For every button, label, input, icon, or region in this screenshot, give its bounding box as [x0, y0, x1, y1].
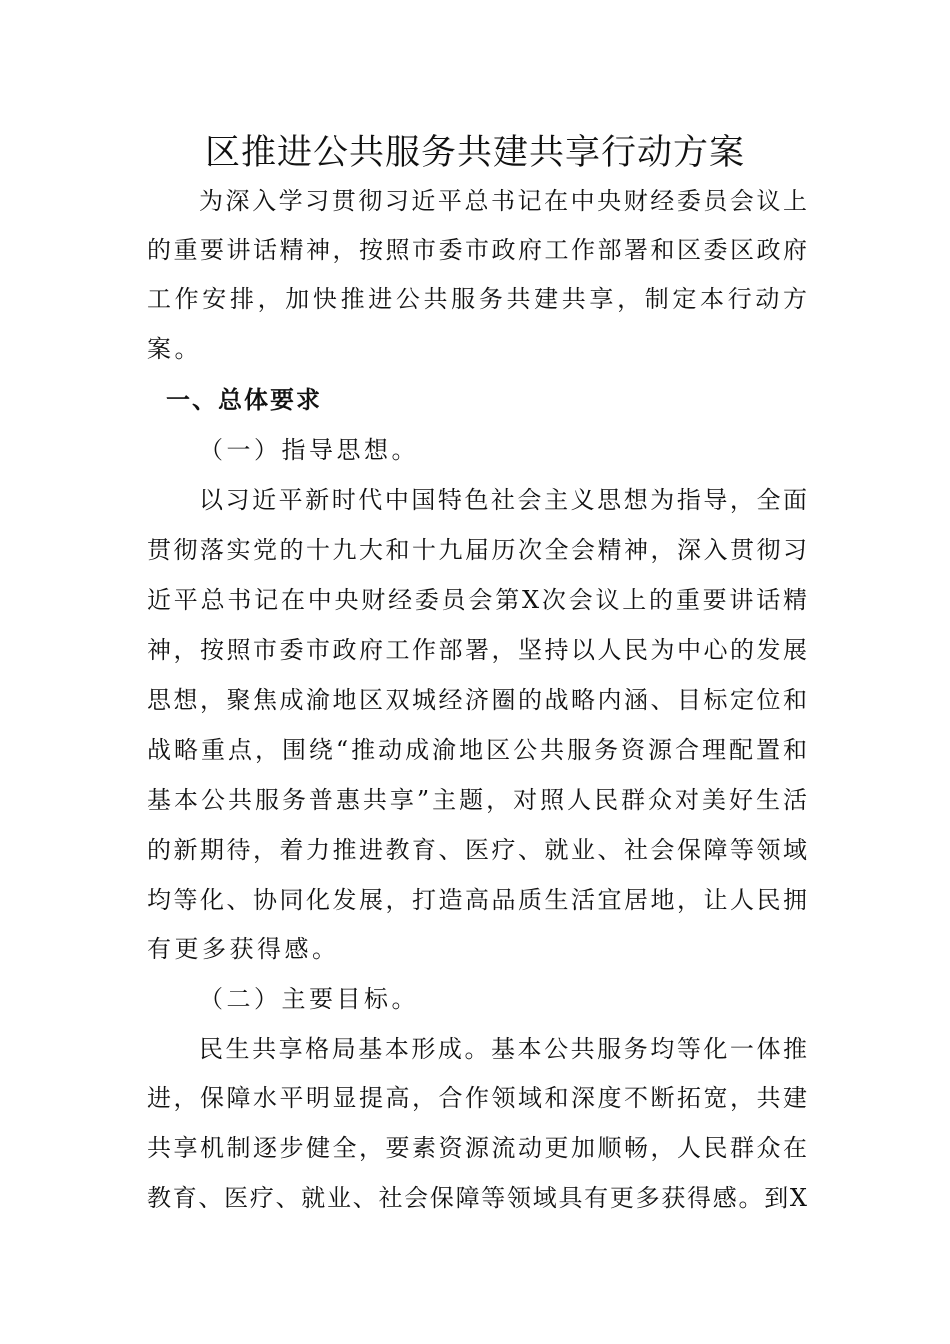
guiding-line-6: 战略重点，围绕“推动成渝地区公共服务资源合理配置和 [147, 736, 807, 764]
guiding-line-8: 的新期待，着力推进教育、医疗、就业、社会保障等领域 [147, 836, 807, 864]
guiding-line-1: 以习近平新时代中国特色社会主义思想为指导，全面 [199, 486, 807, 514]
guiding-line-3: 近平总书记在中央财经委员会第X次会议上的重要讲话精 [147, 586, 807, 614]
intro-line-2: 的重要讲话精神，按照市委市政府工作部署和区委区政府 [147, 236, 807, 264]
goals-line-3: 共享机制逐步健全，要素资源流动更加顺畅，人民群众在 [147, 1134, 807, 1162]
subsection-heading-main-goals: （二）主要目标。 [199, 985, 419, 1013]
goals-line-2: 进，保障水平明显提高，合作领域和深度不断拓宽，共建 [147, 1084, 807, 1112]
document-title: 区推进公共服务共建共享行动方案 [204, 133, 745, 173]
guiding-line-7: 基本公共服务普惠共享”主题，对照人民群众对美好生活 [147, 786, 807, 814]
intro-line-4: 案。 [147, 335, 202, 363]
goals-line-1: 民生共享格局基本形成。基本公共服务均等化一体推 [199, 1035, 807, 1063]
guiding-line-5: 思想，聚焦成渝地区双城经济圈的战略内涵、目标定位和 [147, 686, 807, 714]
guiding-line-4: 神，按照市委市政府工作部署，坚持以人民为中心的发展 [147, 636, 807, 664]
goals-line-4: 教育、医疗、就业、社会保障等领域具有更多获得感。到X [147, 1184, 807, 1212]
subsection-heading-guiding-thought: （一）指导思想。 [199, 436, 419, 464]
guiding-line-2: 贯彻落实党的十九大和十九届历次全会精神，深入贯彻习 [147, 536, 807, 564]
guiding-line-9: 均等化、协同化发展，打造高品质生活宜居地，让人民拥 [147, 886, 807, 914]
guiding-line-10: 有更多获得感。 [147, 935, 340, 963]
intro-line-3: 工作安排，加快推进公共服务共建共享，制定本行动方 [147, 285, 807, 313]
section-heading-overall-requirements: 一、总体要求 [166, 386, 322, 414]
intro-line-1: 为深入学习贯彻习近平总书记在中央财经委员会议上 [199, 187, 807, 215]
